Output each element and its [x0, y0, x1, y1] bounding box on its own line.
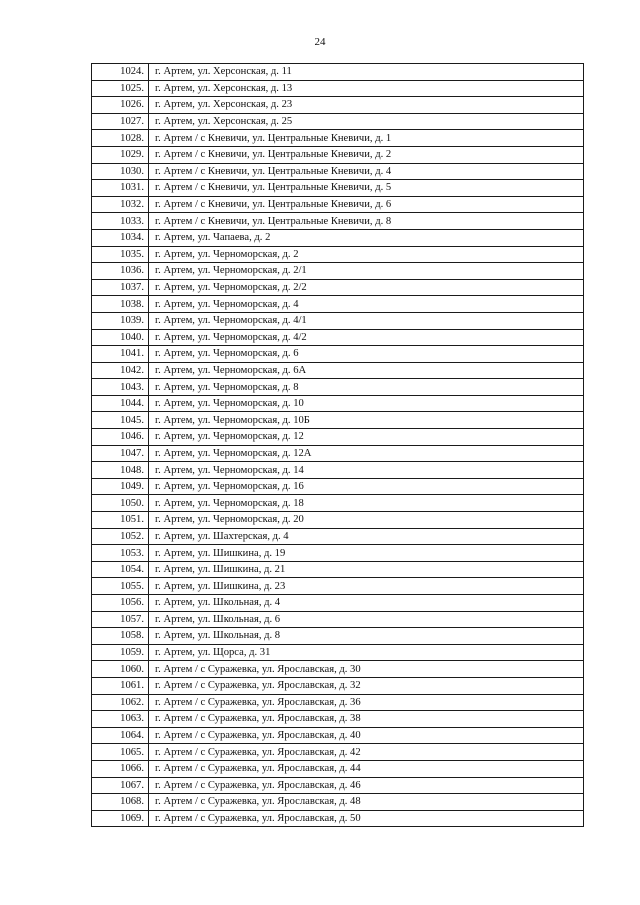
table-row [92, 561, 584, 578]
row-address: г. Артем, ул. Черноморская, д. 6 [149, 346, 584, 363]
row-address: г. Артем / с Кневичи, ул. Центральные Кневичи, д. 6 [149, 196, 584, 213]
row-address: г. Артем, ул. Черноморская, д. 2 [149, 246, 584, 263]
row-number: 1061. [92, 677, 149, 694]
table-row [92, 213, 584, 230]
row-address: г. Артем, ул. Черноморская, д. 18 [149, 495, 584, 512]
row-number: 1048. [92, 462, 149, 479]
row-address: г. Артем / с Суражевка, ул. Ярославская, д. 42 [149, 744, 584, 761]
table-row [92, 462, 584, 479]
row-number: 1028. [92, 130, 149, 147]
row-number: 1069. [92, 810, 149, 827]
row-number: 1044. [92, 395, 149, 412]
table-row [92, 146, 584, 163]
row-address: г. Артем, ул. Херсонская, д. 11 [149, 64, 584, 81]
row-address: г. Артем / с Кневичи, ул. Центральные Кневичи, д. 1 [149, 130, 584, 147]
row-number: 1054. [92, 561, 149, 578]
table-row [92, 113, 584, 130]
row-number: 1039. [92, 312, 149, 329]
row-number: 1051. [92, 512, 149, 529]
table-row [92, 379, 584, 396]
table-row [92, 711, 584, 728]
row-address: г. Артем / с Суражевка, ул. Ярославская, д. 48 [149, 794, 584, 811]
row-number: 1034. [92, 229, 149, 246]
row-address: г. Артем, ул. Черноморская, д. 14 [149, 462, 584, 479]
row-number: 1063. [92, 711, 149, 728]
row-number: 1031. [92, 180, 149, 197]
row-number: 1049. [92, 478, 149, 495]
row-address: г. Артем, ул. Херсонская, д. 13 [149, 80, 584, 97]
row-address: г. Артем, ул. Черноморская, д. 10Б [149, 412, 584, 429]
row-number: 1043. [92, 379, 149, 396]
row-number: 1052. [92, 528, 149, 545]
table-row [92, 97, 584, 114]
address-table-body [92, 64, 584, 827]
table-row [92, 611, 584, 628]
table-row [92, 246, 584, 263]
row-address: г. Артем, ул. Щорса, д. 31 [149, 644, 584, 661]
row-address: г. Артем, ул. Черноморская, д. 16 [149, 478, 584, 495]
row-number: 1025. [92, 80, 149, 97]
table-row [92, 810, 584, 827]
row-address: г. Артем, ул. Школьная, д. 6 [149, 611, 584, 628]
table-row [92, 395, 584, 412]
row-number: 1045. [92, 412, 149, 429]
row-number: 1060. [92, 661, 149, 678]
table-row [92, 760, 584, 777]
row-address: г. Артем, ул. Черноморская, д. 2/1 [149, 263, 584, 280]
table-row [92, 445, 584, 462]
table-row [92, 80, 584, 97]
row-address: г. Артем, ул. Шахтерская, д. 4 [149, 528, 584, 545]
row-address: г. Артем / с Кневичи, ул. Центральные Кневичи, д. 2 [149, 146, 584, 163]
row-number: 1041. [92, 346, 149, 363]
table-row [92, 578, 584, 595]
row-address: г. Артем / с Суражевка, ул. Ярославская, д. 36 [149, 694, 584, 711]
table-row [92, 644, 584, 661]
table-row [92, 64, 584, 81]
table-row [92, 130, 584, 147]
table-row [92, 512, 584, 529]
row-address: г. Артем / с Суражевка, ул. Ярославская, д. 32 [149, 677, 584, 694]
row-address: г. Артем / с Кневичи, ул. Центральные Кневичи, д. 8 [149, 213, 584, 230]
row-number: 1056. [92, 595, 149, 612]
row-address: г. Артем / с Суражевка, ул. Ярославская, д. 50 [149, 810, 584, 827]
row-address: г. Артем, ул. Черноморская, д. 4 [149, 296, 584, 313]
row-number: 1066. [92, 760, 149, 777]
table-row [92, 163, 584, 180]
row-address: г. Артем / с Суражевка, ул. Ярославская, д. 44 [149, 760, 584, 777]
row-number: 1059. [92, 644, 149, 661]
row-number: 1024. [92, 64, 149, 81]
table-row [92, 595, 584, 612]
row-address: г. Артем, ул. Школьная, д. 4 [149, 595, 584, 612]
row-address: г. Артем, ул. Шишкина, д. 19 [149, 545, 584, 562]
row-number: 1035. [92, 246, 149, 263]
address-table [91, 63, 584, 827]
table-row [92, 694, 584, 711]
table-row [92, 628, 584, 645]
table-row [92, 429, 584, 446]
table-row [92, 279, 584, 296]
row-number: 1067. [92, 777, 149, 794]
row-address: г. Артем, ул. Черноморская, д. 8 [149, 379, 584, 396]
row-number: 1047. [92, 445, 149, 462]
row-number: 1027. [92, 113, 149, 130]
row-address: г. Артем, ул. Шишкина, д. 23 [149, 578, 584, 595]
row-number: 1036. [92, 263, 149, 280]
row-number: 1030. [92, 163, 149, 180]
row-number: 1032. [92, 196, 149, 213]
row-address: г. Артем, ул. Херсонская, д. 23 [149, 97, 584, 114]
row-address: г. Артем / с Суражевка, ул. Ярославская, д. 30 [149, 661, 584, 678]
row-number: 1065. [92, 744, 149, 761]
row-address: г. Артем, ул. Черноморская, д. 4/1 [149, 312, 584, 329]
table-row [92, 777, 584, 794]
row-number: 1055. [92, 578, 149, 595]
table-row [92, 312, 584, 329]
row-address: г. Артем, ул. Черноморская, д. 12А [149, 445, 584, 462]
row-address: г. Артем, ул. Черноморская, д. 12 [149, 429, 584, 446]
row-address: г. Артем / с Суражевка, ул. Ярославская, д. 38 [149, 711, 584, 728]
table-row [92, 196, 584, 213]
row-number: 1029. [92, 146, 149, 163]
row-number: 1042. [92, 362, 149, 379]
table-row [92, 528, 584, 545]
row-number: 1057. [92, 611, 149, 628]
table-row [92, 727, 584, 744]
table-row [92, 263, 584, 280]
table-row [92, 794, 584, 811]
table-row [92, 495, 584, 512]
page-number: 24 [314, 36, 326, 48]
row-address: г. Артем / с Кневичи, ул. Центральные Кневичи, д. 5 [149, 180, 584, 197]
row-address: г. Артем / с Кневичи, ул. Центральные Кневичи, д. 4 [149, 163, 584, 180]
row-address: г. Артем / с Суражевка, ул. Ярославская, д. 46 [149, 777, 584, 794]
table-row [92, 229, 584, 246]
row-address: г. Артем, ул. Херсонская, д. 25 [149, 113, 584, 130]
table-row [92, 296, 584, 313]
table-row [92, 180, 584, 197]
table-row [92, 412, 584, 429]
row-address: г. Артем, ул. Шишкина, д. 21 [149, 561, 584, 578]
row-number: 1058. [92, 628, 149, 645]
row-number: 1040. [92, 329, 149, 346]
row-number: 1050. [92, 495, 149, 512]
row-number: 1064. [92, 727, 149, 744]
row-number: 1068. [92, 794, 149, 811]
table-row [92, 329, 584, 346]
row-number: 1062. [92, 694, 149, 711]
table-row [92, 661, 584, 678]
table-row [92, 545, 584, 562]
table-row [92, 677, 584, 694]
row-address: г. Артем, ул. Черноморская, д. 6А [149, 362, 584, 379]
row-address: г. Артем, ул. Школьная, д. 8 [149, 628, 584, 645]
table-row [92, 478, 584, 495]
table-row [92, 346, 584, 363]
row-address: г. Артем / с Суражевка, ул. Ярославская, д. 40 [149, 727, 584, 744]
table-row [92, 744, 584, 761]
row-number: 1046. [92, 429, 149, 446]
row-address: г. Артем, ул. Черноморская, д. 2/2 [149, 279, 584, 296]
row-address: г. Артем, ул. Чапаева, д. 2 [149, 229, 584, 246]
row-number: 1053. [92, 545, 149, 562]
row-address: г. Артем, ул. Черноморская, д. 20 [149, 512, 584, 529]
table-row [92, 362, 584, 379]
row-number: 1026. [92, 97, 149, 114]
row-number: 1038. [92, 296, 149, 313]
row-address: г. Артем, ул. Черноморская, д. 10 [149, 395, 584, 412]
row-address: г. Артем, ул. Черноморская, д. 4/2 [149, 329, 584, 346]
row-number: 1033. [92, 213, 149, 230]
row-number: 1037. [92, 279, 149, 296]
